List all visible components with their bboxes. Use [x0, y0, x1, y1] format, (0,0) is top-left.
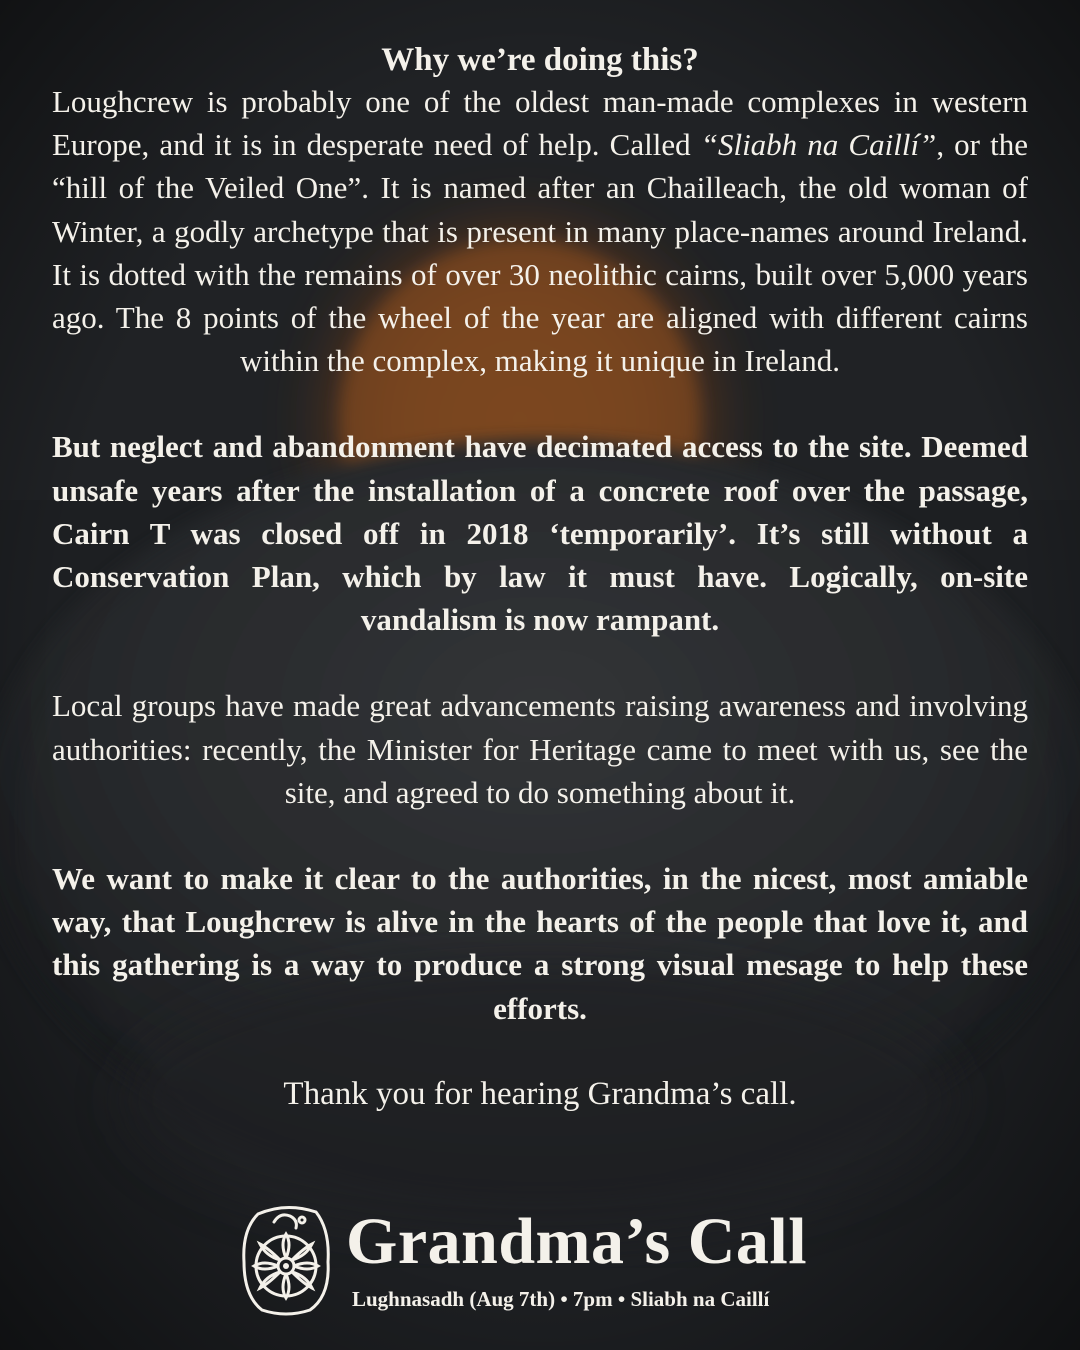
- paragraph-local-groups: Local groups have made great advancements raising awareness and involving authorities: recently, the Minister for Heritage came to meet with us, see the site, and agreed to do something about it.: [52, 688, 1028, 810]
- event-details: Lughnasadh (Aug 7th) • 7pm • Sliabh na Caillí: [352, 1287, 770, 1311]
- brand-footer: [240, 1200, 860, 1320]
- paragraph-neglect: But neglect and abandonment have decimated access to the site. Deemed unsafe years after the installation of a concrete roof over the passage, Cairn T was closed off in 2018 ‘temporarily’. It’s still without a Conservation Plan, which by law it must have. Logically, on-site vandalism is now rampant.: [52, 429, 1028, 638]
- paragraph-about-loughcrew: [52, 80, 1028, 382]
- paragraph-purpose: We want to make it clear to the authorities, in the nicest, most amiable way, that Loughcrew is alive in the hearts of the people that love it, and this gathering is a way to produce a strong visual mesage to help these efforts.: [52, 861, 1028, 1026]
- irish-name-italic: “Sliabh na Caillí”: [700, 127, 937, 163]
- stone-carving-flower-icon: [240, 1200, 332, 1318]
- page-title: Why we’re doing this?: [381, 42, 699, 78]
- brand-name: Grandma’s Call: [346, 1205, 808, 1278]
- paragraph-1-end: , or the “hill of the Veiled One”. It is named after an Chailleach, the old woman of Winter, a godly archetype that is present in many place-names around Ireland. It is dotted with the remains of over 30 neolithic cairns, built over 5,000 years ago. The 8 points of the wheel of the year are aligned with different cairns within the complex, making it unique in Ireland.: [52, 127, 1029, 379]
- thank-you-line: Thank you for hearing Grandma’s call.: [283, 1075, 797, 1112]
- paragraph-1-start: Loughcrew is probably one of the oldest man-made complexes in western Europe, and it is in desperate need of help. Called: [52, 84, 1028, 163]
